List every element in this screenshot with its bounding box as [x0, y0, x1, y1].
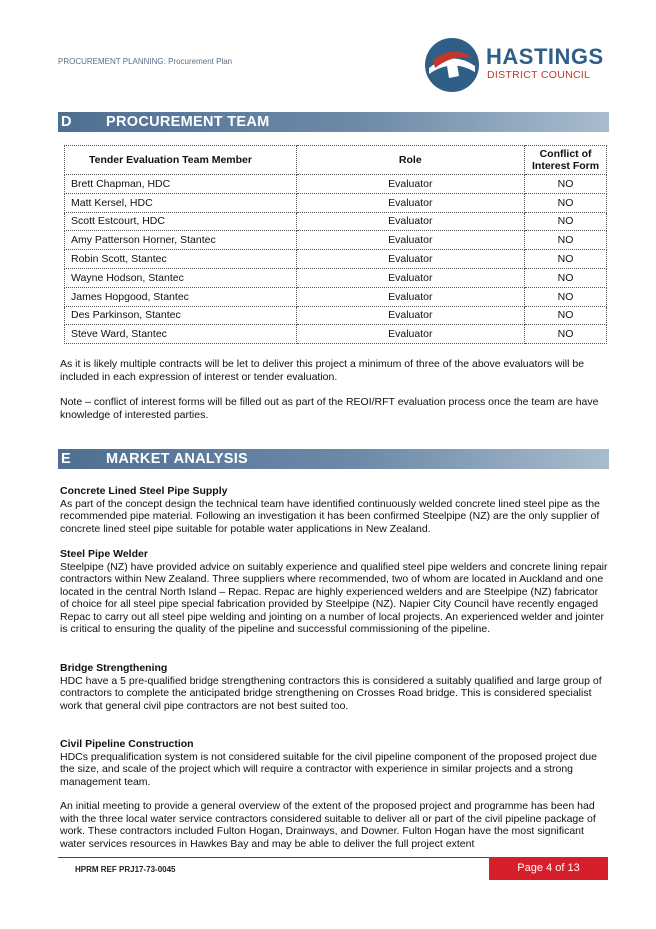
section-e-header [58, 449, 609, 469]
conflict-cell: NO [525, 268, 607, 287]
role-cell: Evaluator [296, 175, 525, 194]
conflict-cell: NO [525, 212, 607, 231]
role-cell: Evaluator [296, 231, 525, 250]
table-row [65, 193, 607, 212]
section-d-header [58, 112, 609, 132]
role-column-header: Role [296, 146, 525, 175]
procurement-team-table [64, 145, 607, 344]
welder-section [60, 548, 608, 636]
conflict-header-line2: Interest Form [532, 160, 600, 172]
conflict-cell: NO [525, 231, 607, 250]
hastings-logo [423, 36, 618, 94]
logo-title: HASTINGS [486, 44, 604, 69]
civil-body-2: An initial meeting to provide a general overview of the extent of the proposed project and programme has been had with the three local water service contractors considered suitable to deliver all or part of the civil pipeline package of work. These contractors included Fulton Hogan, Drainways, and Downer. Fulton Hogan have the most significant water services resources in Hawkes Bay and may be able to deliver the full project extent [60, 800, 596, 850]
welder-body: Steelpipe (NZ) have provided advice on suitably experience and qualified steel pipe welders and concrete lining repair contractors within New Zealand. Three suppliers where recommended, two of whom are located in Auckland and one located in the central North Island – Repac. Repac are highly experienced welders and are Steelpipe (NZ) fabricator of choice for all steel pipe special fabrication provided by Steelpipe (NZ). Napier City Council have recently engaged Repac to carry out all steel pipe welding and jointing on a number of local projects. An experienced welder and jointer is critical to ensuring the quality of the pipeline and successful commissioning of the pipeline. [60, 560, 608, 635]
table-row [65, 175, 607, 194]
conflict-cell: NO [525, 193, 607, 212]
role-cell: Evaluator [296, 268, 525, 287]
conflict-header-line1: Conflict of [539, 148, 592, 160]
member-column-header: Tender Evaluation Team Member [65, 146, 297, 175]
member-cell: Des Parkinson, Stantec [65, 306, 297, 325]
role-cell: Evaluator [296, 287, 525, 306]
role-cell: Evaluator [296, 212, 525, 231]
member-cell: James Hopgood, Stantec [65, 287, 297, 306]
conflict-cell: NO [525, 325, 607, 344]
role-cell: Evaluator [296, 306, 525, 325]
concrete-section [60, 485, 608, 535]
document-header-title: PROCUREMENT PLANNING: Procurement Plan [58, 57, 233, 66]
concrete-body: As part of the concept design the technical team have identified continuously welded concrete lined steel pipe as the recommended pipe material. Following an investigation it has been confirmed Steelpipe (NZ) are the only supplier of concrete lined steel pipe suitable for potable water applications in New Zealand. [60, 497, 600, 535]
conflict-column-header [525, 146, 607, 175]
member-cell: Amy Patterson Horner, Stantec [65, 231, 297, 250]
footer-reference: HPRM REF PRJ17-73-0045 [75, 865, 176, 874]
table-row [65, 250, 607, 269]
member-cell: Wayne Hodson, Stantec [65, 268, 297, 287]
logo-subtitle: DISTRICT COUNCIL [487, 69, 591, 81]
table-row [65, 287, 607, 306]
conflict-cell: NO [525, 287, 607, 306]
conflict-cell: NO [525, 175, 607, 194]
role-cell: Evaluator [296, 250, 525, 269]
table-header-row [65, 146, 607, 175]
civil-body: HDCs prequalification system is not considered suitable for the civil pipeline component of the proposed project due the size, and scale of the project which will require a contractor with experience in similar projects and a strong management team. [60, 750, 597, 788]
bridge-body: HDC have a 5 pre-qualified bridge strengthening contractors this is considered a suitably qualified and large group of contractors to complete the anticipated bridge strengthening on Crosses Road bridge. This is considered specialist work that general civil pipe contractors are not best suited too. [60, 674, 602, 712]
table-row [65, 306, 607, 325]
section-e-title: MARKET ANALYSIS [106, 451, 248, 467]
table-row [65, 268, 607, 287]
team-note-conflict: Note – conflict of interest forms will be filled out as part of the REOI/RFT evaluation process once the team are have knowledge of interested parties. [60, 396, 599, 421]
table-row [65, 231, 607, 250]
concrete-heading: Concrete Lined Steel Pipe Supply [60, 485, 228, 497]
member-cell: Robin Scott, Stantec [65, 250, 297, 269]
role-cell: Evaluator [296, 325, 525, 344]
bridge-section [60, 662, 608, 712]
member-cell: Steve Ward, Stantec [65, 325, 297, 344]
table-row [65, 325, 607, 344]
section-d-title: PROCUREMENT TEAM [106, 114, 270, 130]
role-cell: Evaluator [296, 193, 525, 212]
team-note-evaluators: As it is likely multiple contracts will be let to deliver this project a minimum of three of the above evaluators will be included in each expression of interest or tender evaluation. [60, 358, 585, 383]
table-row [65, 212, 607, 231]
hastings-emblem-icon [423, 36, 481, 94]
member-cell: Matt Kersel, HDC [65, 193, 297, 212]
page-number: Page 4 of 13 [489, 857, 608, 880]
civil-section [60, 738, 608, 788]
bridge-heading: Bridge Strengthening [60, 662, 168, 674]
conflict-cell: NO [525, 250, 607, 269]
section-d-letter: D [61, 114, 72, 130]
section-e-letter: E [61, 451, 71, 467]
member-cell: Scott Estcourt, HDC [65, 212, 297, 231]
civil-heading: Civil Pipeline Construction [60, 738, 194, 750]
member-cell: Brett Chapman, HDC [65, 175, 297, 194]
welder-heading: Steel Pipe Welder [60, 548, 148, 560]
conflict-cell: NO [525, 306, 607, 325]
